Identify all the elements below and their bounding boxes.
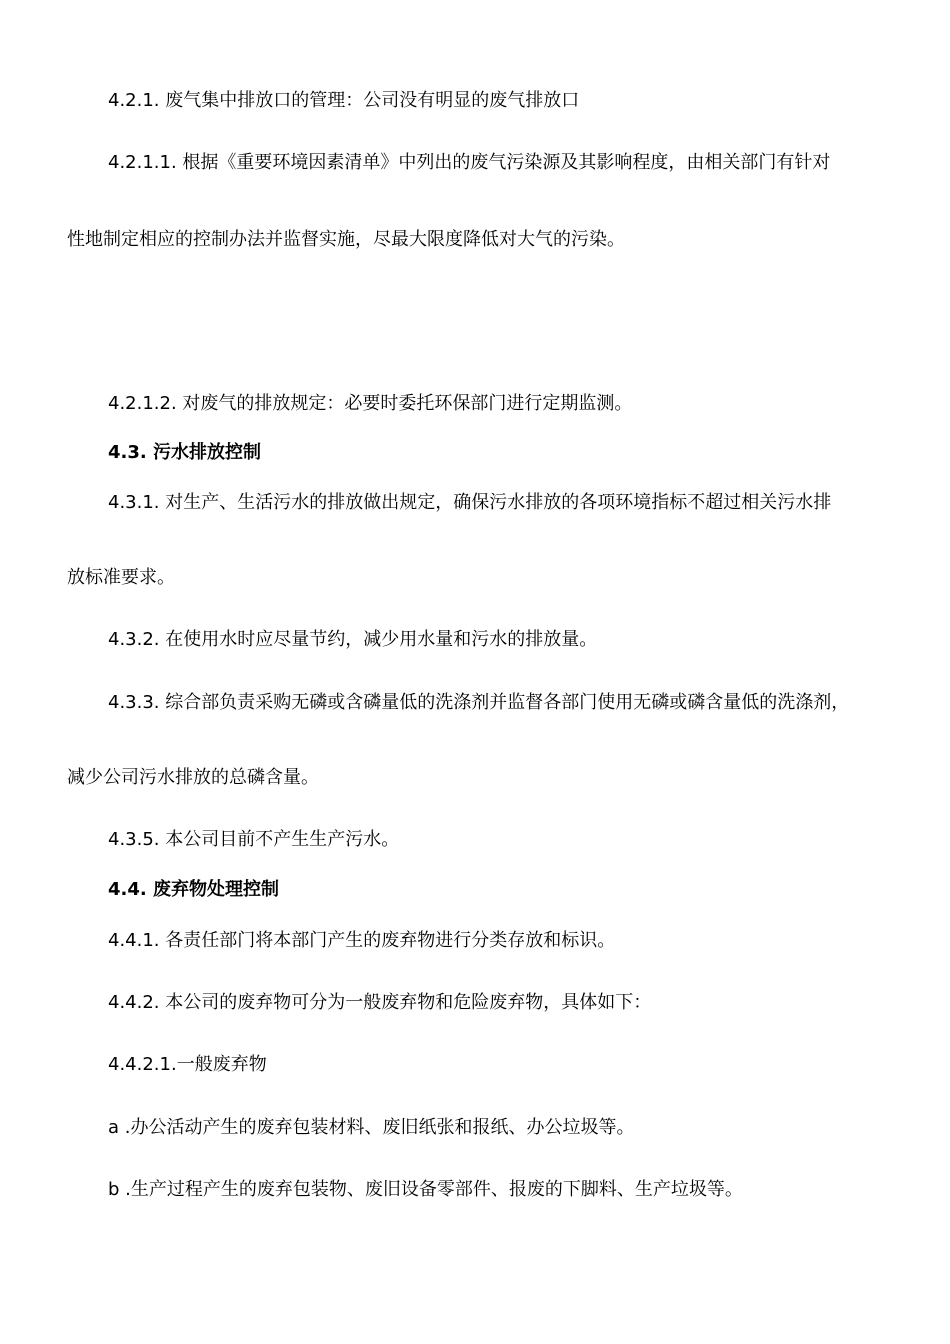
paragraph-4-2-1-2: 4.2.1.2. 对废气的排放规定：必要时委托环保部门进行定期监测。 [108, 393, 633, 414]
paragraph-4-3-3-continued: 减少公司污水排放的总磷含量。 [67, 767, 319, 788]
heading-4-4: 4.4. 废弃物处理控制 [108, 879, 279, 900]
paragraph-4-3-3: 4.3.3. 综合部负责采购无磷或含磷量低的洗涤剂并监督各部门使用无磷或磷含量低的洗涤剂， [108, 692, 850, 713]
paragraph-4-2-1: 4.2.1. 废气集中排放口的管理：公司没有明显的废气排放口 [108, 90, 580, 111]
paragraph-4-3-5: 4.3.5. 本公司目前不产生生产污水。 [108, 829, 400, 850]
paragraph-4-3-1-continued: 放标准要求。 [67, 567, 175, 588]
list-item-b: b .生产过程产生的废弃包装物、废旧设备零部件、报废的下脚料、生产垃圾等。 [108, 1179, 743, 1200]
paragraph-4-4-2-1: 4.4.2.1.一般废弃物 [108, 1054, 267, 1075]
heading-4-3: 4.3. 污水排放控制 [108, 442, 261, 463]
paragraph-4-2-1-1: 4.2.1.1. 根据《重要环境因素清单》中列出的废气污染源及其影响程度，由相关部门有针对 [108, 152, 831, 173]
paragraph-4-2-1-1-continued: 性地制定相应的控制办法并监督实施，尽最大限度降低对大气的污染。 [67, 229, 625, 250]
paragraph-4-3-2: 4.3.2. 在使用水时应尽量节约，减少用水量和污水的排放量。 [108, 629, 598, 650]
paragraph-4-3-1: 4.3.1. 对生产、生活污水的排放做出规定，确保污水排放的各项环境指标不超过相关污水排 [108, 492, 832, 513]
paragraph-4-4-2: 4.4.2. 本公司的废弃物可分为一般废弃物和危险废弃物，具体如下： [108, 992, 652, 1013]
list-item-a: a .办公活动产生的废弃包装材料、废旧纸张和报纸、办公垃圾等。 [108, 1117, 635, 1138]
paragraph-4-4-1: 4.4.1. 各责任部门将本部门产生的废弃物进行分类存放和标识。 [108, 930, 616, 951]
